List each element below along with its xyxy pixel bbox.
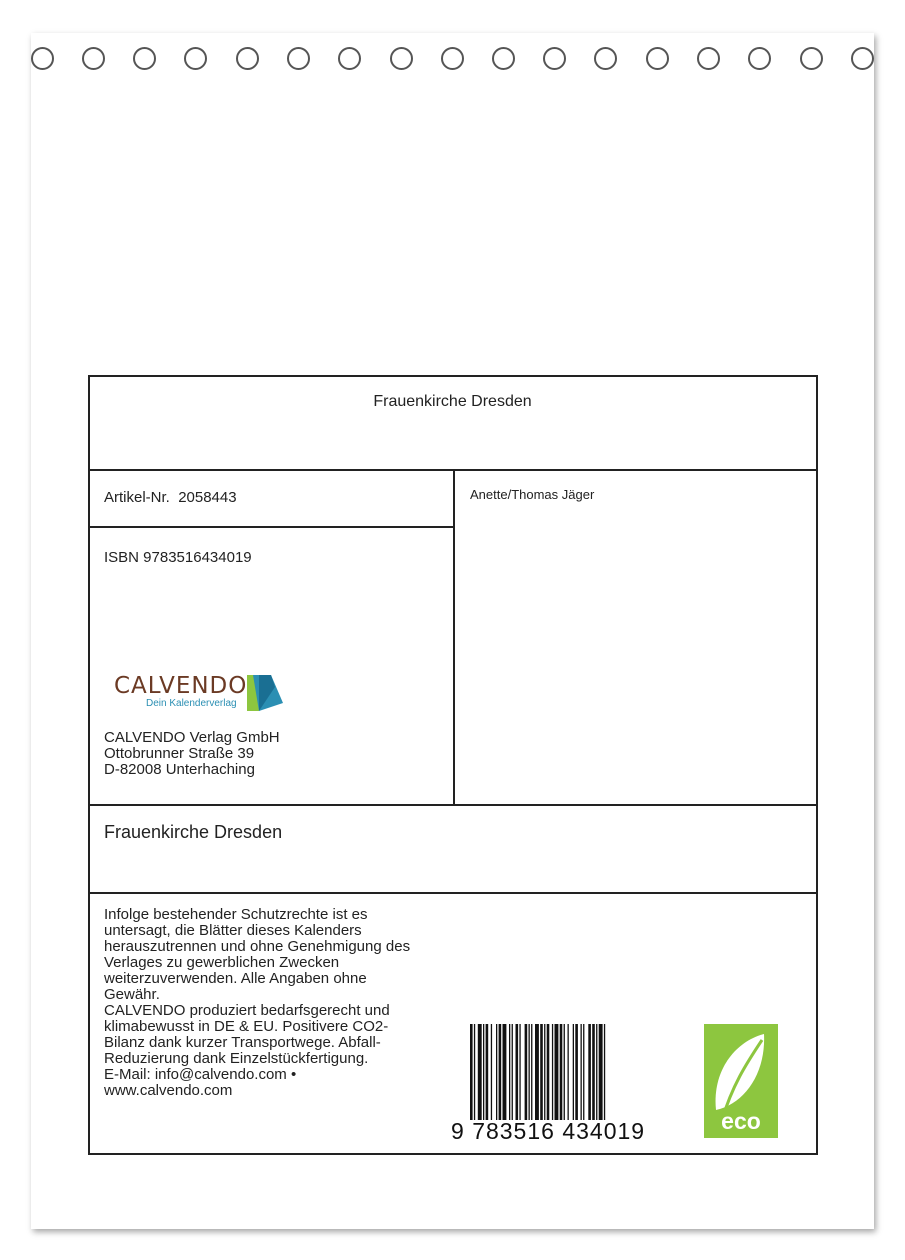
publisher-name: CALVENDO Verlag GmbH: [104, 729, 280, 746]
barcode-bar: [478, 1024, 482, 1120]
binding-holes: [0, 0, 905, 90]
barcode-bar: [519, 1024, 520, 1120]
barcode-bar: [470, 1024, 473, 1120]
authors: Anette/Thomas Jäger: [470, 487, 595, 502]
calvendo-logo-tagline: Dein Kalenderverlag: [146, 698, 237, 709]
barcode-bar: [596, 1024, 597, 1120]
binding-hole: [287, 47, 310, 70]
calvendo-logo-mark-icon: [245, 673, 285, 713]
binding-hole: [133, 47, 156, 70]
binding-hole: [697, 47, 720, 70]
barcode-digits: [451, 1118, 645, 1145]
binding-hole: [543, 47, 566, 70]
barcode-bar: [547, 1024, 550, 1120]
barcode-bar: [583, 1024, 584, 1120]
barcode-bar: [474, 1024, 475, 1120]
barcode-bar: [503, 1024, 507, 1120]
barcode-bar: [588, 1024, 591, 1120]
divider: [88, 892, 818, 894]
barcode-bar: [564, 1024, 565, 1120]
barcode-bar: [552, 1024, 553, 1120]
publisher-street: Ottobrunner Straße 39: [104, 745, 255, 762]
barcode-bar: [525, 1024, 528, 1120]
barcode-bar: [573, 1024, 574, 1120]
barcode-bar: [575, 1024, 578, 1120]
barcode-bar: [509, 1024, 510, 1120]
binding-hole: [441, 47, 464, 70]
barcode-bar: [604, 1024, 605, 1120]
binding-hole: [748, 47, 771, 70]
barcode-bar: [531, 1024, 532, 1120]
barcode-bar: [599, 1024, 603, 1120]
divider: [88, 804, 818, 806]
eco-badge: [704, 1024, 778, 1138]
binding-hole: [594, 47, 617, 70]
binding-hole: [646, 47, 669, 70]
article-number: [104, 489, 237, 506]
barcode-bar: [516, 1024, 519, 1120]
barcode-bar: [555, 1024, 559, 1120]
barcode-bar: [499, 1024, 502, 1120]
subtitle: Frauenkirche Dresden: [104, 822, 283, 842]
publisher-city: D-82008 Unterhaching: [104, 761, 255, 778]
binding-hole: [31, 47, 54, 70]
binding-hole: [851, 47, 874, 70]
barcode-bar: [491, 1024, 492, 1120]
title: Frauenkirche Dresden: [373, 393, 532, 410]
barcode-first-digit: 9: [451, 1118, 465, 1144]
barcode-bar: [512, 1024, 513, 1120]
binding-hole: [800, 47, 823, 70]
barcode-bar: [568, 1024, 569, 1120]
calvendo-logo-word: CALVENDO: [114, 673, 248, 699]
binding-hole: [492, 47, 515, 70]
barcode-bar: [581, 1024, 582, 1120]
binding-hole: [390, 47, 413, 70]
barcode-group-2: 434019: [562, 1118, 646, 1144]
barcode-bar: [529, 1024, 530, 1120]
binding-hole: [184, 47, 207, 70]
eco-label: eco: [721, 1108, 761, 1134]
barcode-bar: [486, 1024, 489, 1120]
divider: [88, 526, 454, 528]
legal-text: Infolge bestehender Schutzrechte ist es untersagt, die Blätter dieses Kalenders herauszutrennen und ohne Genehmigung des Verlages zu gewerblichen Zwecken weiterzuverwenden. Alle Angaben ohne Gewähr. CALVENDO produziert bedarfsgerecht und klimabewusst in DE & EU. Positivere CO2- Bilanz dank kurzer Transportwege. Abfall- Reduzierung dank Einzelstückfertigung. E-Mail: info@calvendo.com • www.calvendo.com: [104, 906, 411, 1099]
binding-hole: [338, 47, 361, 70]
barcode-bar: [535, 1024, 539, 1120]
barcode-bar: [496, 1024, 497, 1120]
barcode-bar: [592, 1024, 595, 1120]
barcode-bar: [540, 1024, 543, 1120]
binding-hole: [236, 47, 259, 70]
article-value: 2058443: [178, 489, 237, 506]
binding-hole: [82, 47, 105, 70]
barcode-bar: [560, 1024, 563, 1120]
isbn: ISBN 9783516434019: [104, 549, 252, 566]
barcode-bar: [544, 1024, 545, 1120]
barcode-group-1: 783516: [472, 1118, 555, 1144]
divider: [453, 469, 455, 805]
article-label: Artikel-Nr.: [104, 489, 170, 506]
barcode-bar: [483, 1024, 484, 1120]
barcode: [470, 1024, 656, 1120]
